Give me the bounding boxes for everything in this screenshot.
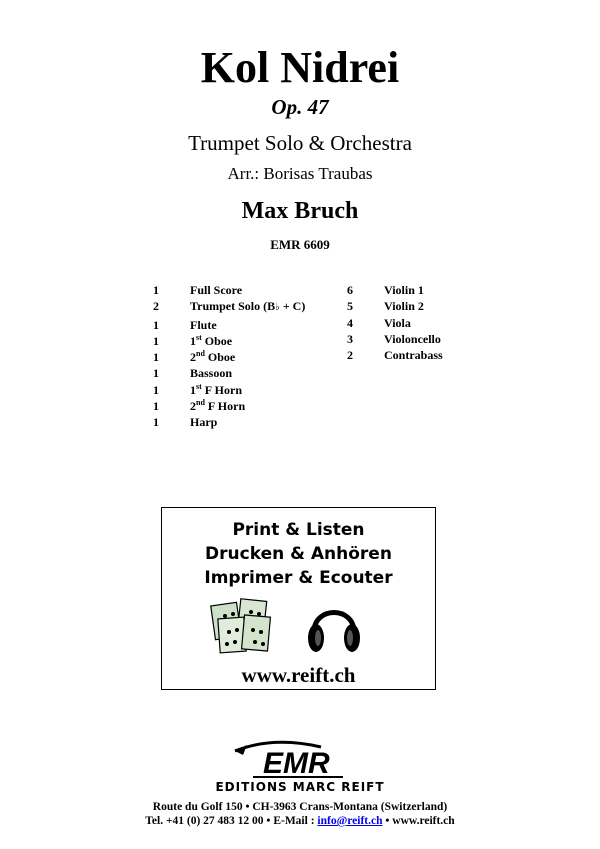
part-quantity: 1	[153, 283, 159, 297]
part-row	[347, 331, 443, 347]
part-row	[347, 282, 443, 298]
svg-text:EDITIONS MARC REIFT: EDITIONS MARC REIFT	[215, 780, 385, 794]
part-label: F Horn	[201, 382, 242, 397]
part-quantity: 1	[153, 333, 159, 348]
part-quantity: 4	[347, 315, 353, 330]
part-name	[190, 282, 242, 298]
print-listen-box	[161, 507, 436, 690]
part-label: Violoncello	[384, 331, 441, 346]
instrumentation: Trumpet Solo & Orchestra	[188, 131, 412, 155]
ordinal-suffix: nd	[196, 349, 205, 359]
part-quantity: 3	[347, 331, 353, 346]
promo-line-french: Imprimer & Ecouter	[204, 568, 393, 588]
part-quantity: 6	[347, 283, 353, 297]
part-quantity: 2	[153, 299, 159, 314]
part-label: Violin 2	[384, 299, 424, 314]
contact-phone: Tel. +41 (0) 27 483 12 00 • E-Mail :	[145, 815, 318, 827]
part-label: Violin 1	[384, 283, 424, 297]
part-name	[384, 315, 411, 331]
part-label: Oboe	[201, 333, 233, 348]
email-link[interactable]: info@reift.ch	[317, 815, 383, 827]
promo-line-german: Drucken & Anhören	[205, 544, 392, 564]
part-name	[190, 414, 217, 430]
part-label: F Horn	[204, 399, 246, 414]
ordinal-suffix: st	[196, 332, 202, 342]
flat-symbol: ♭	[275, 302, 280, 314]
page-title: Kol Nidrei	[200, 43, 400, 92]
part-row	[347, 347, 443, 363]
part-name	[190, 333, 232, 349]
part-ordinal: 1	[190, 382, 196, 397]
part-quantity: 1	[153, 350, 159, 365]
composer-name: Max Bruch	[241, 198, 359, 224]
part-label: Bassoon	[190, 366, 233, 381]
part-name	[190, 317, 217, 333]
part-label: Contrabass	[384, 348, 443, 363]
part-name	[384, 331, 441, 347]
part-label: Flute	[190, 317, 217, 332]
catalog-number: EMR 6609	[270, 237, 330, 252]
part-row	[153, 349, 305, 365]
svg-text:EMR: EMR	[263, 747, 330, 780]
emr-logo	[215, 737, 385, 794]
part-quantity: 1	[153, 366, 159, 381]
part-label-suffix: + C)	[279, 299, 306, 314]
promo-line-english: Print & Listen	[232, 520, 365, 540]
opus-number: Op. 47	[271, 95, 329, 119]
part-ordinal: 2	[190, 350, 196, 365]
part-name	[190, 298, 305, 316]
part-quantity: 2	[347, 348, 353, 363]
part-row	[347, 315, 443, 331]
part-name	[384, 298, 424, 314]
part-label: Harp	[190, 415, 218, 430]
part-row	[153, 298, 305, 316]
part-label: Full Score	[190, 283, 243, 297]
part-quantity: 1	[153, 415, 159, 430]
ordinal-suffix: nd	[196, 398, 205, 408]
part-name	[384, 282, 424, 298]
part-row	[153, 365, 305, 381]
promo-website: www.reift.ch	[241, 663, 356, 687]
part-row	[153, 382, 305, 398]
part-quantity: 1	[153, 399, 159, 414]
headphones-icon	[306, 596, 362, 656]
part-row	[153, 398, 305, 414]
part-quantity: 1	[153, 382, 159, 397]
parts-list-left	[153, 282, 305, 431]
part-row	[153, 282, 305, 298]
part-row	[347, 298, 443, 314]
part-name	[384, 347, 443, 363]
part-name	[190, 365, 232, 381]
part-label: Viola	[384, 315, 411, 330]
part-row	[153, 317, 305, 333]
part-row	[153, 333, 305, 349]
part-ordinal: 2	[190, 399, 196, 414]
arranger: Arr.: Borisas Traubas	[227, 164, 373, 183]
part-row	[153, 414, 305, 430]
sheet-music-icon	[209, 596, 273, 656]
parts-list-right	[347, 282, 443, 363]
publisher-address: Route du Golf 150 • CH-3963 Crans-Montana (Switzerland)	[152, 801, 448, 813]
publisher-contact	[0, 814, 600, 829]
part-quantity: 1	[153, 317, 159, 332]
part-quantity: 5	[347, 299, 353, 314]
part-name	[190, 349, 235, 365]
contact-website: • www.reift.ch	[382, 815, 455, 827]
part-label: Trumpet Solo (B	[190, 299, 276, 314]
part-name	[190, 398, 245, 414]
part-label: Oboe	[204, 350, 236, 365]
part-name	[190, 382, 242, 398]
ordinal-suffix: st	[196, 381, 202, 391]
part-ordinal: 1	[190, 333, 196, 348]
